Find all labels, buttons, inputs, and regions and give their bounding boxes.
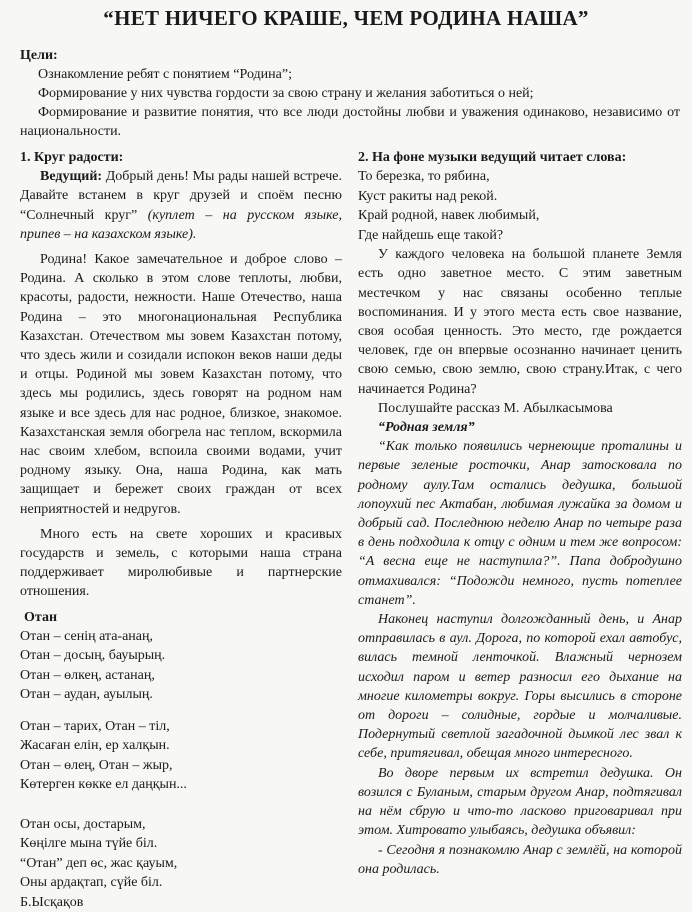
story-paragraph-1: “Как только появились чернеющие проталины и первые зеленые росточки, Анар затосковала по родному аулу.Там остались дедушка, большой лопоухий пес Актабан, любимая лужайка за домом и добрый сад. Последнюю неделю Анар по четыре раза в день подходила к отцу с одним и тем же вопросом: “А весна еще не наступила?”. Папа добродушно отмахивался: “Подожди немного, пусть потеплее станет”. [358,439,682,608]
left-column [20,148,342,912]
poem-line: Отан – досың, бауырың. [20,648,166,664]
verse-line: Где найдешь еще такой? [358,227,504,243]
poem-line: Отан – тарих, Отан – тіл, [20,718,170,734]
poem-line: Оны ардақтап, сүйе біл. [20,875,163,891]
story-paragraph-3: Во дворе первым их встретил дедушка. Он возился с Буланым, старым другом Анар, подтягивал на нём сбрую и что-то ласково приговаривал при этом. Хитровато улыбаясь, дедушка объявил: [358,765,682,839]
goal-item-3: Формирование и развитие понятия, что все люди достойны любви и уважения одинаково, независимо от национальности. [20,105,680,139]
verse-line: То березка, то рябина, [358,169,490,185]
poem-line: “Отан” деп өс, жас қауым, [20,855,178,871]
story-paragraph-4: - Сегодня я познакомлю Анар с землёй, на которой она родилась. [358,842,682,877]
verse-line: Край родной, навек любимый, [358,208,540,224]
section-2-heading: 2. На фоне музыки ведущий читает слова: [358,150,627,165]
goal-item-1: Ознакомление ребят с понятием “Родина”; [38,67,292,82]
poem-line: Көңілге мына түйе біл. [20,836,158,852]
poem-line: Отан осы, достарым, [20,816,146,832]
poem-title: Отан [24,609,58,625]
poem-stanza-2 [20,717,342,795]
story-paragraph-2: Наконец наступил долгожданный день, и Анар отправилась в аул. Дорога, по которой ехал автобус, вилась темной ленточкой. Влажный чернозем исходил паром и ветер разносил его дыхание на многие километры вокруг. Горы высились в стороне от дороги – солидные, гордые и молчаливые. Подернутый светлой загадочной дымкой лес звал к себе, притягивал, обещая много интересного. [358,612,682,762]
page-title: “НЕТ НИЧЕГО КРАШЕ, ЧЕМ РОДИНА НАША” [103,6,589,30]
listen-line: Послушайте рассказ М. Абылкасымова [378,400,613,416]
host-text: Добрый день! Мы рады нашей встрече. Давайте встанем в круг друзей и споём песню “Солнечный круг” [20,169,342,223]
poem-author: Б.Ысқақов [20,894,84,910]
goal-item-2: Формирование у них чувства гордости за свою страну и желания заботиться о ней; [38,86,534,101]
host-paragraph [20,167,342,244]
goals-heading: Цели: [20,48,58,63]
poem-line: Отан – аудан, ауылың. [20,687,153,703]
section-1-heading: 1. Круг радости: [20,150,124,165]
poem-stanza-1 [20,627,342,705]
right-column [358,148,682,879]
states-paragraph: Много есть на свете хороших и красивых государств и земель, с которыми наша страна поддерживает миролюбивые и партнерские отношения. [20,526,342,600]
poem-line: Көтерген көкке ел даңқын... [20,777,187,793]
homeland-paragraph: Родина! Какое замечательное и доброе слово – Родина. А сколько в этом слове теплоты, любви, красоты, радости, нежности. Наше Отечество, наша Родина – это многонациональная Республика Казахстан. Отечеством мы зовем Казахстан потому, что здесь жили и созидали испокон веков наши деды и отцы. Родиной мы зовем Казахстан потому, что здесь мы родились, здесь говорят на родном нам языке и все здесь для нас родное, близкое, знакомое. Казахстанская земля обогрела нас теплом, вскормила нас своим хлебом, вспоила своими водами, учит родному языку. Она, наша Родина, как мать защищает и бережет своих граждан от всех неприятностей и недругов. [20,252,342,517]
poem-stanza-3 [20,815,342,893]
goals-section [20,46,680,141]
host-label: Ведущий: [40,169,103,185]
poem-line: Отан – өлең, Отан – жыр, [20,757,173,773]
poem-line: Отан – сенің ата-анаң, [20,628,154,644]
special-place-paragraph: У каждого человека на большой планете Земля есть одно заветное место. С этим заветным местечком у нас связаны особенно теплые воспоминания. И у этого места есть свое название, своя особая ценность. Это место, где рождается человек, где он впервые осознанно начинает ценить свою семью, свою землю, свою страну.Итак, с чего начинается Родина? [358,247,682,397]
verse-line: Куст ракиты над рекой. [358,188,498,204]
verse [358,167,682,245]
poem-line: Отан – өлкең, астанаң, [20,667,155,683]
story-title: “Родная земля” [378,420,475,436]
host-note: (куплет – на русском языке, припев – на казахском языке). [20,207,343,242]
poem-line: Жасаған елін, ер халқын. [20,738,170,754]
